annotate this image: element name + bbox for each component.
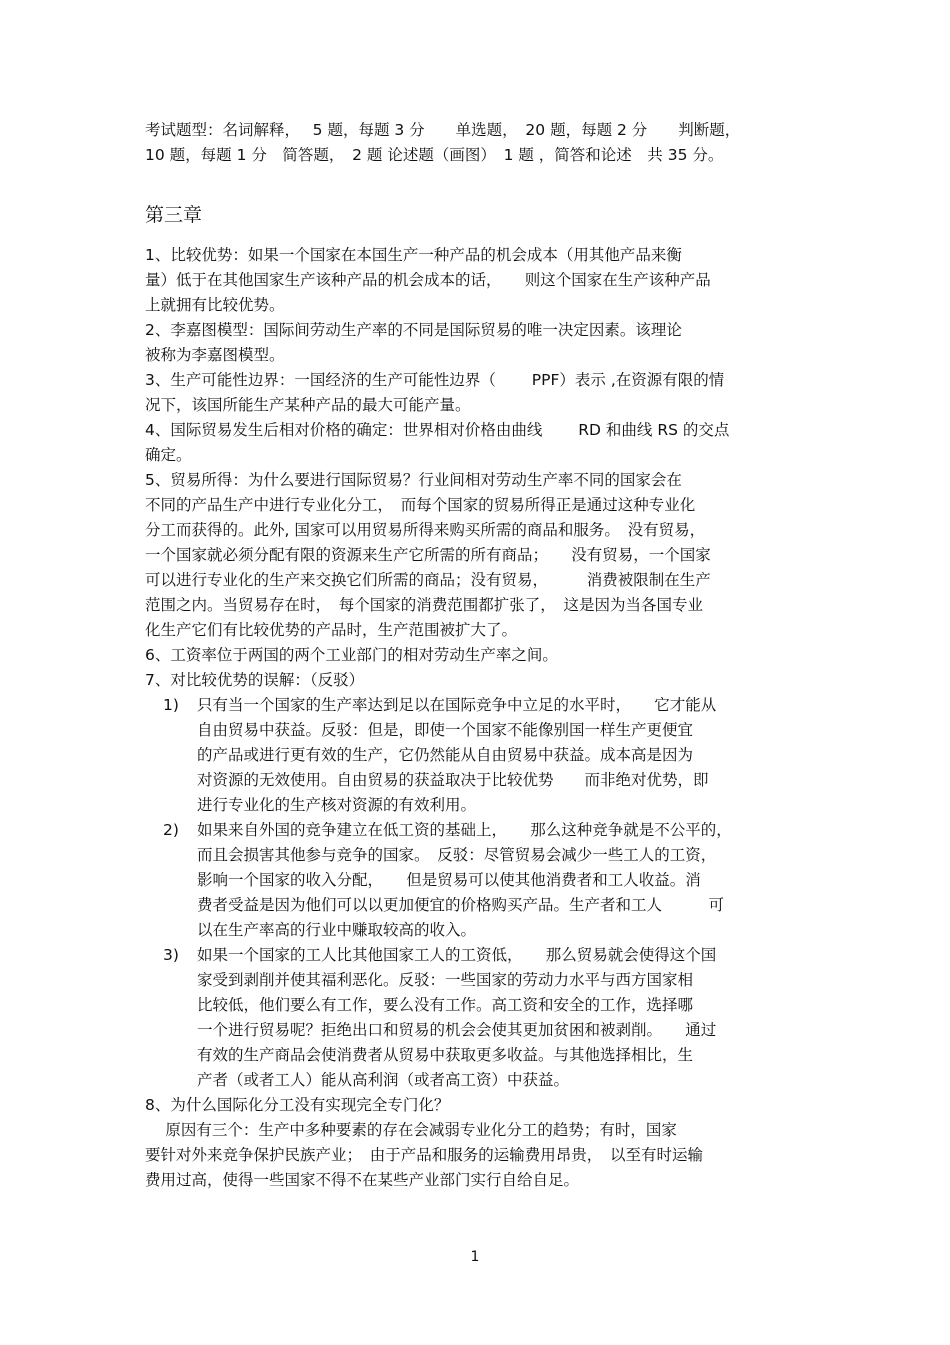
page-number: 1 <box>470 1249 480 1265</box>
misconception-3 <box>145 943 810 1093</box>
item-ppf <box>145 368 810 418</box>
item-misconceptions-heading <box>145 668 810 693</box>
item-gains-from-trade <box>145 468 810 643</box>
text-line: 7、对比较优势的误解：（反驳） <box>145 671 365 689</box>
text-line: 范围之内。当贸易存在时， 每个国家的消费范围都扩张了， 这是因为当各国专业 <box>145 596 704 614</box>
text-line: 被称为李嘉图模型。 <box>145 346 285 364</box>
text-line: 家受到剥削并使其福利恶化。反驳：一些国家的劳动力水平与西方国家相 <box>197 971 694 989</box>
text-line: 的产品或进行更有效的生产，它仍然能从自由贸易中获益。成本高是因为 <box>197 746 694 764</box>
item-comparative-advantage <box>145 243 810 318</box>
text-line: 化生产它们有比较优势的产品时，生产范围被扩大了。 <box>145 621 518 639</box>
list-number: 1) <box>163 696 179 714</box>
text-line: 一个进行贸易呢？拒绝出口和贸易的机会会使其更加贫困和被剥削。 通过 <box>197 1021 717 1039</box>
chapter-title: 第三章 <box>145 204 203 226</box>
text-line: 况下，该国所能生产某种产品的最大可能产量。 <box>145 396 471 414</box>
text-line: 产者（或者工人）能从高利润（或者高工资）中获益。 <box>197 1071 570 1089</box>
text-line: 一个国家就必须分配有限的资源来生产它所需的所有商品； 没有贸易，一个国家 <box>145 546 711 564</box>
text-line: 上就拥有比较优势。 <box>145 296 285 314</box>
item-ricardian-model <box>145 318 810 368</box>
text-line: 可以进行专业化的生产来交换它们所需的商品；没有贸易， 消费被限制在生产 <box>145 571 711 589</box>
misconception-2 <box>145 818 810 943</box>
text-line: 进行专业化的生产核对资源的有效利用。 <box>197 796 477 814</box>
text-line: 比较低，他们要么有工作，要么没有工作。高工资和安全的工作，选择哪 <box>197 996 694 1014</box>
text-line: 对资源的无效使用。自由贸易的获益取决于比较优势 而非绝对优势，即 <box>197 771 709 789</box>
text-line: 原因有三个：生产中多种要素的存在会减弱专业化分工的趋势；有时，国家 <box>145 1121 677 1139</box>
exam-info-line: 10 题，每题 1 分 简答题， 2 题 论述题（画图） 1 题 ，简答和论述 共 35 分。 <box>145 146 724 164</box>
text-line: 如果来自外国的竞争建立在低工资的基础上， 那么这种竞争就是不公平的， <box>197 821 732 839</box>
text-line: 5、贸易所得：为什么要进行国际贸易？行业间相对劳动生产率不同的国家会在 <box>145 471 682 489</box>
exam-info <box>145 118 810 168</box>
text-line: 只有当一个国家的生产率达到足以在国际竞争中立足的水平时， 它才能从 <box>197 696 717 714</box>
text-line: 6、工资率位于两国的两个工业部门的相对劳动生产率之间。 <box>145 646 558 664</box>
item-wage-rate <box>145 643 810 668</box>
text-line: 自由贸易中获益。反驳：但是，即使一个国家不能像别国一样生产更便宜 <box>197 721 694 739</box>
text-line: 不同的产品生产中进行专业化分工， 而每个国家的贸易所得正是通过这种专业化 <box>145 496 696 514</box>
misconception-1 <box>145 693 810 818</box>
text-line: 费者受益是因为他们可以以更加便宜的价格购买产品。生产者和工人 可 <box>197 896 725 914</box>
text-line: 量）低于在其他国家生产该种产品的机会成本的话， 则这个国家在生产该种产品 <box>145 271 711 289</box>
text-line: 费用过高，使得一些国家不得不在某些产业部门实行自给自足。 <box>145 1171 580 1189</box>
text-line: 3、生产可能性边界：一国经济的生产可能性边界（ PPF）表示 ,在资源有限的情 <box>145 371 725 389</box>
exam-info-line: 考试题型：名词解释， 5 题，每题 3 分 单选题， 20 题，每题 2 分 判断题， <box>145 121 741 139</box>
text-line: 1、比较优势：如果一个国家在本国生产一种产品的机会成本（用其他产品来衡 <box>145 246 682 264</box>
text-line: 如果一个国家的工人比其他国家工人的工资低， 那么贸易就会使得这个国 <box>197 946 717 964</box>
text-line: 而且会损害其他参与竞争的国家。 反驳：尽管贸易会减少一些工人的工资， <box>197 846 717 864</box>
item-relative-price <box>145 418 810 468</box>
text-line: 有效的生产商品会使消费者从贸易中获取更多收益。与其他选择相比，生 <box>197 1046 694 1064</box>
list-number: 2) <box>163 821 179 839</box>
text-line: 分工而获得的。此外, 国家可以用贸易所得来购买所需的商品和服务。 没有贸易， <box>145 521 706 539</box>
text-line: 4、国际贸易发生后相对价格的确定：世界相对价格由曲线 RD 和曲线 RS 的交点 <box>145 421 730 439</box>
text-line: 8、为什么国际化分工没有实现完全专门化？ <box>145 1096 450 1114</box>
text-line: 影响一个国家的收入分配， 但是贸易可以使其他消费者和工人收益。消 <box>197 871 701 889</box>
list-number: 3) <box>163 946 179 964</box>
text-line: 以在生产率高的行业中赚取较高的收入。 <box>197 921 477 939</box>
item-incomplete-specialization <box>145 1093 810 1193</box>
text-line: 2、李嘉图模型：国际间劳动生产率的不同是国际贸易的唯一决定因素。该理论 <box>145 321 682 339</box>
text-line: 要针对外来竞争保护民族产业； 由于产品和服务的运输费用昂贵， 以至有时运输 <box>145 1146 704 1164</box>
text-line: 确定。 <box>145 446 192 464</box>
